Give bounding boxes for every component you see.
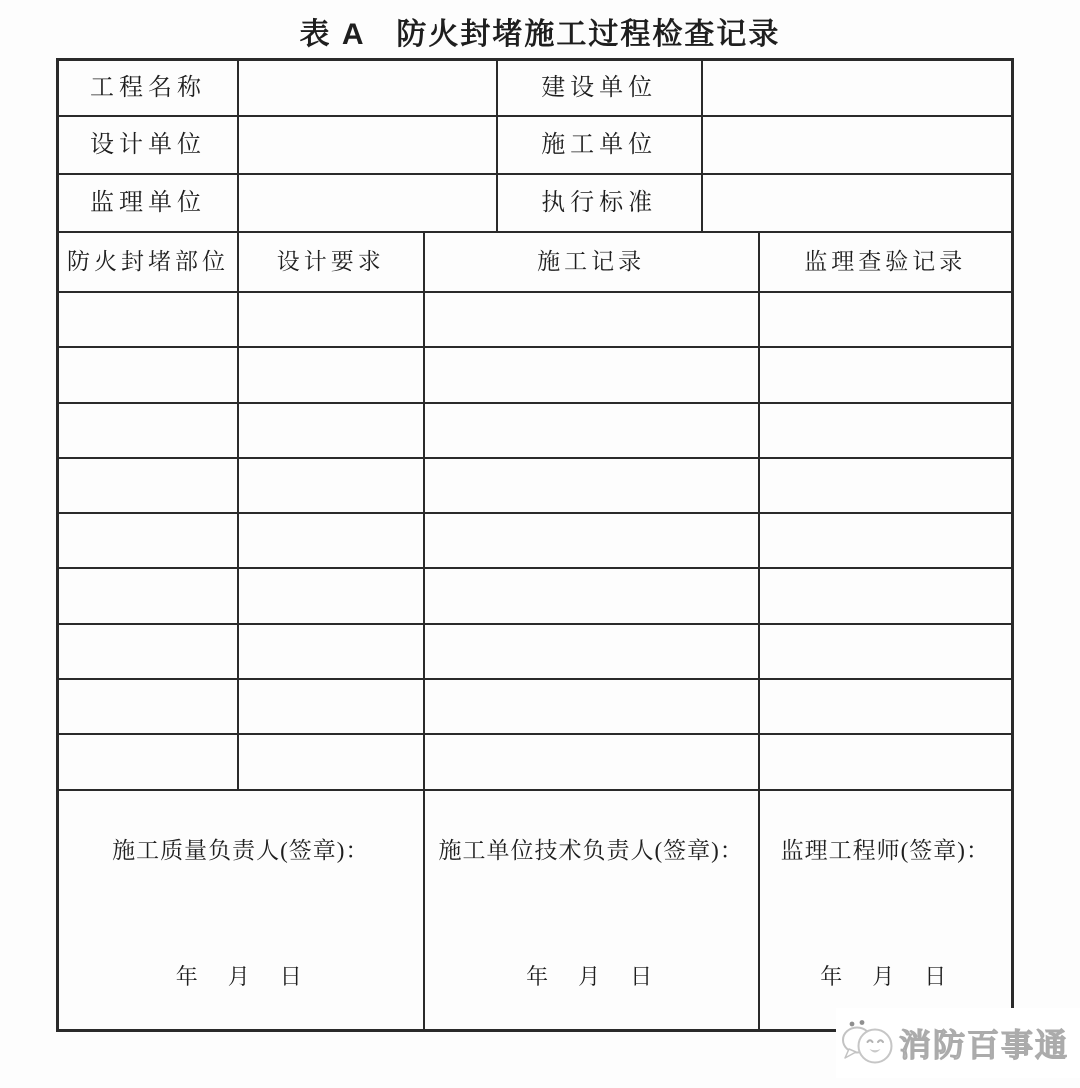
empty-cell — [760, 514, 1011, 567]
empty-cell — [760, 680, 1011, 733]
empty-cell — [59, 625, 239, 678]
info-row-supervision — [59, 175, 1011, 233]
empty-body-row — [59, 404, 1011, 459]
empty-cell — [760, 293, 1011, 346]
form-title: 表 A 防火封堵施工过程检查记录 — [299, 18, 781, 51]
empty-cell — [760, 404, 1011, 457]
empty-cell — [59, 293, 239, 346]
empty-cell — [239, 680, 425, 733]
empty-cell — [239, 735, 425, 788]
design-unit-label: 设计单位 — [59, 117, 239, 173]
inspection-form-table — [56, 58, 1014, 1032]
empty-cell — [59, 514, 239, 567]
column-header-location: 防火封堵部位 — [59, 233, 239, 291]
empty-cell — [239, 348, 425, 401]
date-line: 年 月 日 — [526, 964, 657, 990]
column-header-supervision-record: 监理查验记录 — [804, 249, 967, 275]
column-header-design-req: 设计要求 — [239, 233, 425, 291]
empty-cell — [425, 348, 760, 401]
empty-cell — [425, 404, 760, 457]
empty-body-row — [59, 514, 1011, 569]
design-unit-value — [239, 117, 498, 173]
empty-body-row — [59, 293, 1011, 348]
date-line: 年 月 日 — [820, 964, 951, 990]
watermark — [836, 1008, 1080, 1078]
construction-owner-label: 建设单位 — [498, 61, 703, 115]
empty-cell — [59, 348, 239, 401]
empty-cell — [425, 293, 760, 346]
empty-cell — [239, 569, 425, 622]
empty-cell — [239, 293, 425, 346]
empty-cell — [760, 348, 1011, 401]
date-line: 年 月 日 — [175, 964, 306, 990]
empty-cell — [239, 625, 425, 678]
construction-unit-value — [703, 117, 1011, 173]
project-name-value — [239, 61, 498, 115]
empty-cell — [239, 459, 425, 512]
empty-body-row — [59, 569, 1011, 624]
empty-cell — [59, 735, 239, 788]
empty-cell — [59, 404, 239, 457]
standard-value — [703, 175, 1011, 231]
supervision-unit-label: 监理单位 — [59, 175, 239, 231]
signature-cell-technical — [425, 791, 760, 1031]
supervision-unit-value — [239, 175, 498, 231]
construction-owner-value — [703, 61, 1011, 115]
project-name-label: 工程名称 — [59, 61, 239, 115]
empty-cell — [425, 735, 760, 788]
signature-label: 施工单位技术负责人(签章)： — [438, 837, 744, 863]
empty-cell — [425, 459, 760, 512]
signature-row — [59, 791, 1011, 1031]
info-row-project — [59, 61, 1011, 117]
construction-unit-label: 施工单位 — [498, 117, 703, 173]
empty-body-row — [59, 459, 1011, 514]
empty-body-row — [59, 735, 1011, 790]
table-header-row — [59, 233, 1011, 293]
empty-cell — [425, 680, 760, 733]
column-header-construction-record: 施工记录 — [425, 233, 760, 291]
empty-cell — [59, 569, 239, 622]
empty-cell — [59, 459, 239, 512]
empty-body-row — [59, 348, 1011, 403]
empty-cell — [760, 625, 1011, 678]
empty-cell — [760, 735, 1011, 788]
signature-label: 施工质量负责人(签章)： — [112, 837, 370, 863]
empty-cell — [425, 625, 760, 678]
empty-cell — [59, 680, 239, 733]
chat-bubbles-smiley-icon — [840, 1015, 898, 1071]
empty-body-row — [59, 625, 1011, 680]
empty-cell — [239, 514, 425, 567]
empty-cell — [760, 569, 1011, 622]
signature-label: 监理工程师(签章)： — [780, 837, 990, 863]
signature-cell-supervisor — [760, 791, 1011, 1031]
watermark-text: 消防百事通 — [899, 1027, 1070, 1063]
empty-cell — [425, 569, 760, 622]
empty-cell — [760, 459, 1011, 512]
empty-cell — [239, 404, 425, 457]
standard-label: 执行标准 — [498, 175, 703, 231]
info-row-design — [59, 117, 1011, 175]
signature-cell-quality — [59, 791, 425, 1031]
empty-cell — [425, 514, 760, 567]
empty-body-row — [59, 680, 1011, 735]
